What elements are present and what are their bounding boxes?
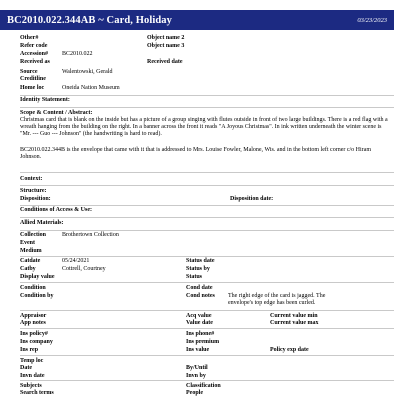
source-value: Walentowski, Gerald bbox=[62, 69, 113, 75]
catby-label: Catby bbox=[20, 266, 36, 272]
divider bbox=[20, 282, 394, 283]
home-loc-value: Oneida Nation Museum bbox=[62, 85, 120, 91]
divider bbox=[20, 310, 394, 311]
divider bbox=[20, 205, 394, 206]
received-as-label: Received as bbox=[20, 59, 50, 65]
ins-phone-label: Ins phone# bbox=[186, 331, 215, 337]
cond-notes-label: Cond notes bbox=[186, 293, 215, 299]
catdate-label: Catdate bbox=[20, 258, 41, 264]
other-num-label: Other# bbox=[20, 35, 39, 41]
classification-label: Classification bbox=[186, 383, 221, 389]
divider bbox=[20, 107, 394, 108]
status-by-label: Status by bbox=[186, 266, 210, 272]
divider bbox=[20, 95, 394, 96]
current-value-min-label: Current value min bbox=[270, 313, 318, 319]
value-date-label: Value date bbox=[186, 320, 213, 326]
creditline-label: Creditline bbox=[20, 76, 46, 82]
home-loc-label: Home loc bbox=[20, 85, 45, 91]
divider bbox=[20, 355, 394, 356]
people-label: People bbox=[186, 390, 203, 396]
collection-value: Brothertown Collection bbox=[62, 232, 119, 238]
ins-premium-label: Ins premium bbox=[186, 339, 220, 345]
acq-value-label: Acq value bbox=[186, 313, 212, 319]
record-header bbox=[0, 10, 394, 30]
invn-date-label: Invn date bbox=[20, 373, 45, 379]
scope-content-paragraph-2: BC2010.022.344B is the envelope that came with it that is addressed to Mrs. Louise Fowler, Malone, Wis. and in the bottom left corner c/o Hiram Johnson. bbox=[20, 147, 372, 161]
condition-by-label: Condition by bbox=[20, 293, 54, 299]
subjects-label: Subjects bbox=[20, 383, 42, 389]
accession-label: Accession# bbox=[20, 51, 48, 57]
app-notes-label: App notes bbox=[20, 320, 46, 326]
ins-rep-label: Ins rep bbox=[20, 347, 39, 353]
context-label: Context: bbox=[20, 176, 43, 182]
divider bbox=[20, 185, 394, 186]
divider bbox=[20, 380, 394, 381]
temp-loc-label: Temp loc bbox=[20, 358, 44, 364]
disposition-label: Disposition: bbox=[20, 196, 51, 202]
allied-materials-label: Allied Materials: bbox=[20, 220, 64, 226]
scope-content-paragraph-1: Christmas card that is blank on the inside but has a picture of a group singing with flutes outside in front of two large buildings. There is a red flag with a wreath hanging from the building on the right. In a banner across the front it reads "A Joyous Christmas". In ink written underneath the winter scene is "Mr. --- Guo --- Johnson" (the handwriting is hard to read). bbox=[20, 117, 388, 138]
event-label: Event bbox=[20, 240, 35, 246]
accession-value: BC2010.022 bbox=[62, 51, 93, 57]
divider bbox=[20, 230, 394, 231]
source-label: Source bbox=[20, 69, 38, 75]
policy-exp-date-label: Policy exp date bbox=[270, 347, 309, 353]
structure-label: Structure: bbox=[20, 188, 47, 194]
object-name2-label: Object name 2 bbox=[147, 35, 185, 41]
medium-label: Medium bbox=[20, 248, 42, 254]
collection-label: Collection bbox=[20, 232, 46, 238]
invn-by-label: Invn by bbox=[186, 373, 206, 379]
status-label: Status bbox=[186, 274, 203, 280]
identity-statement-label: Identity Statement: bbox=[20, 97, 70, 103]
appraisor-label: Appraisor bbox=[20, 313, 47, 319]
ins-value-label: Ins value bbox=[186, 347, 210, 353]
catdate-value: 05/24/2021 bbox=[62, 258, 90, 264]
status-date-label: Status date bbox=[186, 258, 215, 264]
received-date-label: Received date bbox=[147, 59, 183, 65]
catby-value: Cottrell, Courtney bbox=[62, 266, 106, 272]
current-value-max-label: Current value max bbox=[270, 320, 319, 326]
date-label: Date bbox=[20, 365, 32, 371]
divider bbox=[20, 172, 394, 173]
ins-policy-label: Ins policy# bbox=[20, 331, 48, 337]
record-date: 03/23/2023 bbox=[357, 16, 387, 24]
object-name3-label: Object name 3 bbox=[147, 43, 185, 49]
by-until-label: By/Until bbox=[186, 365, 208, 371]
condition-label: Condition bbox=[20, 285, 46, 291]
conditions-access-label: Conditions of Access & Use: bbox=[20, 207, 92, 213]
divider bbox=[20, 217, 394, 218]
cond-date-label: Cond date bbox=[186, 285, 213, 291]
search-terms-label: Search terms bbox=[20, 390, 54, 396]
divider bbox=[20, 256, 394, 257]
refer-code-label: Refer code bbox=[20, 43, 48, 49]
cond-notes-value: The right edge of the card is jagged. The envelope's top edge has been curled. bbox=[228, 293, 326, 306]
scope-content-label: Scope & Content / Abstract: bbox=[20, 110, 93, 116]
display-value-label: Display value bbox=[20, 274, 55, 280]
divider bbox=[20, 328, 394, 329]
record-title: BC2010.022.344AB ~ Card, Holiday bbox=[7, 14, 173, 26]
disposition-date-label: Disposition date: bbox=[230, 196, 274, 202]
ins-company-label: Ins company bbox=[20, 339, 53, 345]
